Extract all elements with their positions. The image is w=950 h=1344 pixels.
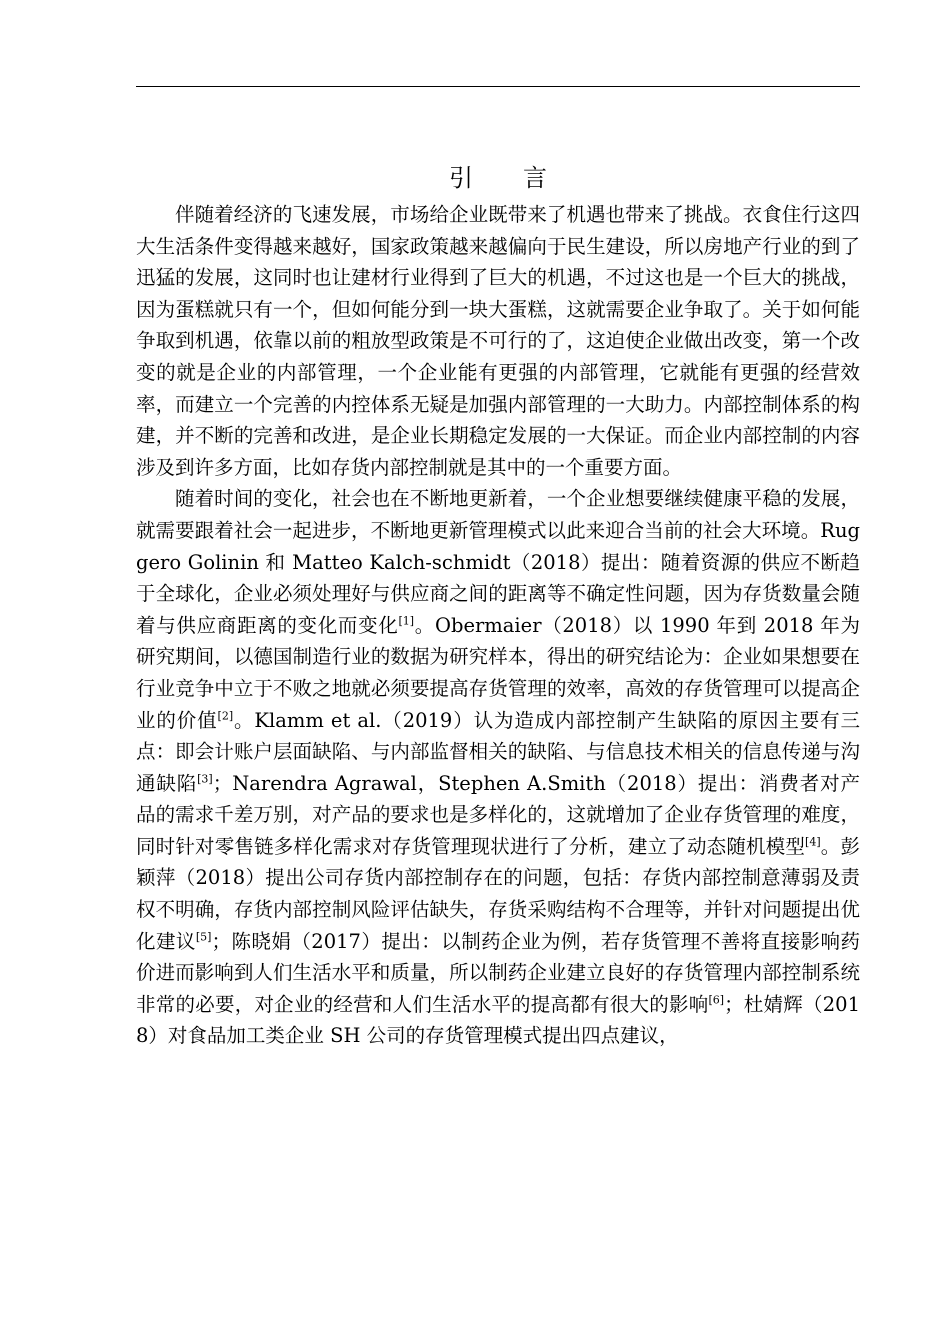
body-text — [136, 199, 860, 1052]
citation-ref-4: [4] — [805, 835, 821, 849]
citation-ref-6: [6] — [708, 993, 725, 1007]
paragraph-2-segment: ；Narendra Agrawal，Stephen A.Smith（2018）提出：消费者对产品的需求千差万别，对产品的要求也是多样化的，这就增加了企业存货管理的难度，同时针对零售链多样化需求对存货管理现状进行了分析，建立了动态随机模型 — [136, 771, 860, 858]
heading-char-2: 言 — [523, 164, 547, 192]
citation-ref-3: [3] — [197, 772, 213, 786]
citation-ref-1: [1] — [398, 614, 415, 628]
paragraph-2-segment: 。Klamm et al.（2019）认为造成内部控制产生缺陷的原因主要有三点：即会计账户层面缺陷、与内部监督相关的缺陷、与信息技术相关的信息传递与沟通缺陷 — [136, 708, 860, 795]
citation-ref-2: [2] — [217, 709, 234, 722]
header-rule — [136, 86, 860, 87]
paragraph-2-segment: 。Obermaier（2018）以 1990 年到 2018 年为研究期间，以德国制造行业的数据为研究样本，得出的研究结论为：企业如果想要在行业竞争中立于不败之地就必须要提高存货管理的效率，高效的存货管理可以提高企业的价值 — [136, 613, 860, 732]
paragraph-2-segment: ；杜婧辉（2018）对食品加工类企业 SH 公司的存货管理模式提出四点建议， — [136, 992, 860, 1048]
citation-ref-5: [5] — [195, 930, 212, 944]
paragraph-2-segment: 随着时间的变化，社会也在不断地更新着，一个企业想要继续健康平稳的发展，就需要跟着社会一起进步，不断地更新管理模式以此来迎合当前的社会大环境。Ruggero Golinin 和 Matteo Kalch-schmidt（2018）提出：随着资源的供应不断趋于全球化，企业必须处理好与供应商之间的距离等不确定性问题，因为存货数量会随着与供应商距离的变化而变化 — [136, 487, 860, 637]
paragraph-2-segment: 。彭颖萍（2018）提出公司存货内部控制存在的问题，包括：存货内部控制意薄弱及责权不明确，存货内部控制风险评估缺失，存货采购结构不合理等，并针对问题提出优化建议 — [136, 834, 860, 953]
section-heading — [136, 160, 860, 196]
paragraph-1: 伴随着经济的飞速发展，市场给企业既带来了机遇也带来了挑战。衣食住行这四大生活条件变得越来越好，国家政策越来越偏向于民生建设，所以房地产行业的到了迅猛的发展，这同时也让建材行业得到了巨大的机遇，不过这也是一个巨大的挑战，因为蛋糕就只有一个，但如何能分到一块大蛋糕，这就需要企业争取了。关于如何能争取到机遇，依靠以前的粗放型政策是不可行的了，这迫使企业做出改变，第一个改变的就是企业的内部管理，一个企业能有更强的内部管理，它就能有更强的经营效率，而建立一个完善的内控体系无疑是加强内部管理的一大助力。内部控制体系的构建，并不断的完善和改进，是企业长期稳定发展的一大保证。而企业内部控制的内容涉及到许多方面，比如存货内部控制就是其中的一个重要方面。 — [136, 203, 860, 479]
heading-char-1: 引 — [449, 164, 473, 192]
paragraph-2-segment: ；陈晓娟（2017）提出：以制药企业为例，若存货管理不善将直接影响药价进而影响到人们生活水平和质量，所以制药企业建立良好的存货管理内部控制系统非常的必要，对企业的经营和人们生活水平的提高都有很大的影响 — [136, 929, 860, 1016]
paragraph-2 — [136, 483, 860, 1052]
